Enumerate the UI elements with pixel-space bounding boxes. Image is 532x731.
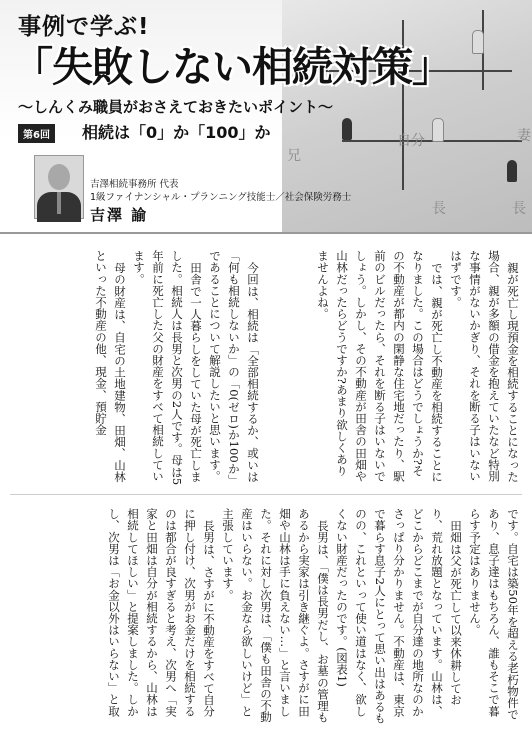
paragraph: 親が死亡し現預金を相続することになった場合、親が多額の借金を抱えていたなど特別な事情がないかぎり、それを断る子はいないはずです。 [449,250,520,482]
paragraph: 長男は、「僕は長男だし、お墓の管理もあるから実家は引き継ぐよ。さすがに田畑や山林は手に負えない…」と言いました。それに対し次男は、「僕も田舎の不動産はいらない。お金なら欲しいけど」と主張しています。 [221,508,330,723]
paragraph: 母の財産は、自宅の土地建物、田畑、山林といった不動産の他、現金、預貯金 [94,250,127,482]
tile-label: 自分 [397,133,425,149]
paragraph: 田舎で一人暮らしをしていた母が死亡しました。相続人は長男と次男の2人です。母は5年前に死亡した父の財産をすべて相続しています。 [132,250,203,486]
tile-label: 長 [432,201,446,217]
paragraph: では、親が死亡し不動産を相続することになりました。この場合はどうでしょうか?その不動産が都内の閑静な住宅地だったり、駅前のビルだったら、それを断る子はいないでしょう。しかし、その不動産が田舎の田畑や山林だったらどうですか?あまり欲しくありませんよね。 [316,250,444,482]
author-affiliation [90,178,351,204]
tile-label: 妻 [517,128,531,144]
article-header [0,0,532,232]
affiliation-line: 1級ファイナンシャル・プランニング技能士／社会保険労務士 [90,192,352,203]
paragraph: 今回は、相続は「全部相続するか、或いは「何も相続しないか」の「0(ゼロ)か100か」であることについて解説したいと思います。 [208,250,260,482]
article-column-1 [262,250,522,486]
author-avatar [34,155,84,219]
tile-label: 長 [512,201,526,217]
episode-badge: 第6回 [18,124,55,143]
affiliation-line: 吉澤相続事務所 代表 [90,179,179,190]
header-divider [0,232,532,234]
paragraph: 長男は、さすがに不動産をすべて自分に押し付け、次男がお金だけを相続するのは都合が良すぎると考え、次男へ「実家と田畑は自分が相続するから、山林は相続してほしい」と提案しました。しかし、次男は「お金以外はいらない」と取 [107,508,216,717]
column-divider [10,494,522,495]
page-title: 「失敗しない相続対策」 [12,43,452,91]
tile-label: 兄 [287,148,301,164]
author-name: 吉澤 諭 [90,206,149,224]
series-kicker: 事例で学ぶ! [18,14,150,40]
episode-title: 相続は「0」か「100」か [82,123,271,142]
page-subtitle: 〜しんくみ職員がおさえておきたいポイント〜 [18,98,334,116]
paragraph: です。自宅は築50年を超える老朽物件であり、息子達はもちろん、誰もそこで暮らす予定はありません。 [468,508,520,721]
paragraph: 田畑は父が死亡して以来休耕しており、荒れ放題となっています。山林は、どこからどこまでが自分達の地所なのかさっぱり分かりません。不動産は、東京で暮らす息子2人にとって思い出はあるものの、これといって使い道はなく、欲しくない財産だったのです。(図表1) [335,508,463,725]
article-column-2 [10,250,262,486]
article-column-3 [107,508,522,728]
